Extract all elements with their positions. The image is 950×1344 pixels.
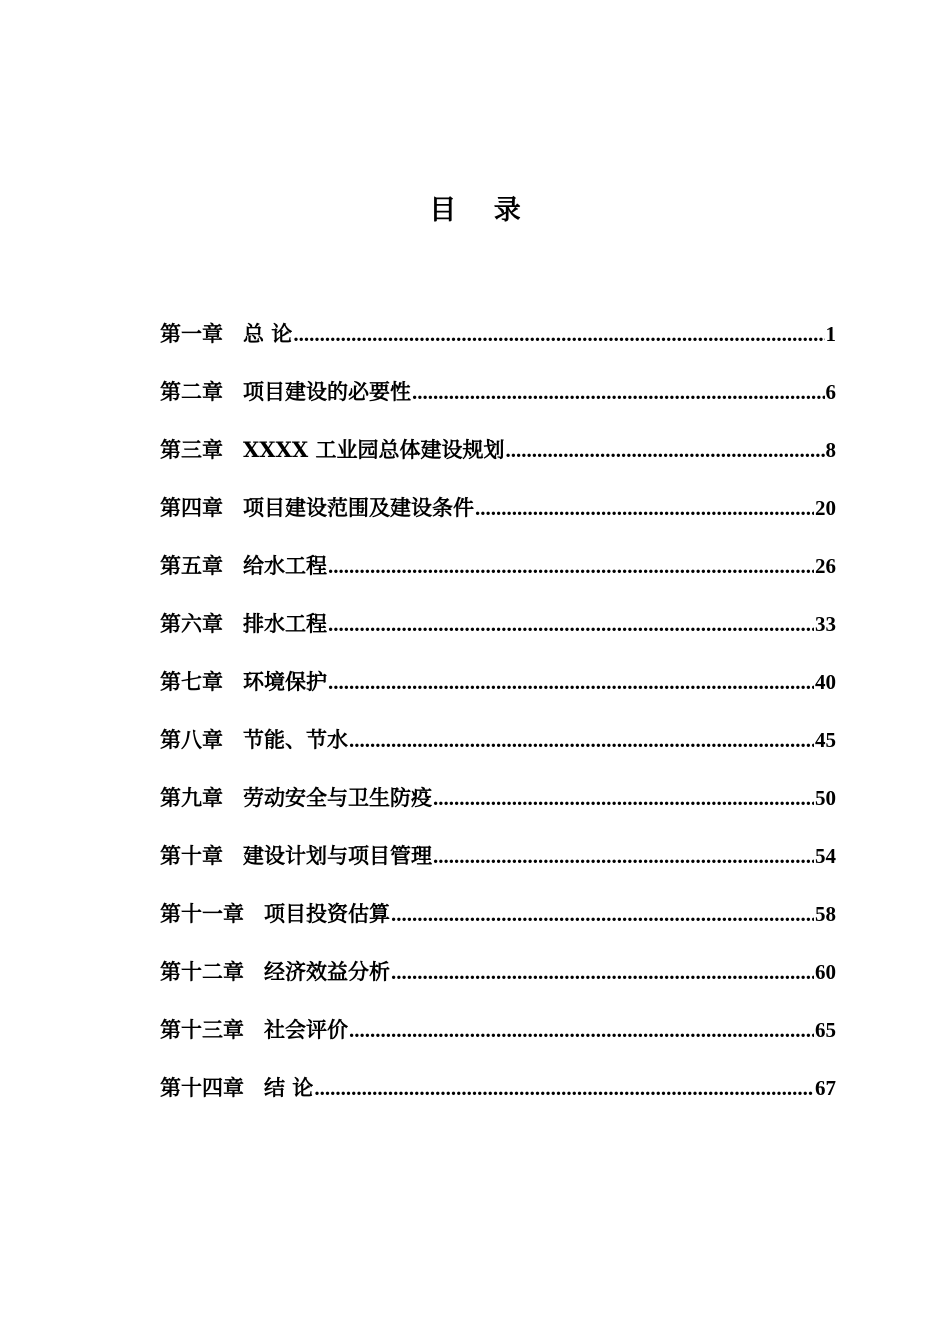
toc-page-number: 26 [815,554,836,578]
toc-dot-leader [433,844,814,869]
toc-entry-12[interactable] [160,956,836,1014]
toc-chapter-label: 第七章 [160,669,223,694]
toc-chapter-title: 建设计划与项目管理 [243,843,432,868]
toc-dot-leader [328,612,814,637]
toc-entry-5[interactable] [160,550,836,608]
toc-page-number: 20 [815,496,836,520]
toc-page-number: 60 [815,960,836,984]
toc-entry-8[interactable] [160,724,836,782]
toc-page-number: 1 [825,322,836,346]
toc-page-number: 45 [815,728,836,752]
toc-chapter-label: 第六章 [160,611,223,636]
toc-page-number: 6 [825,380,836,404]
toc-chapter-label: 第十三章 [160,1017,244,1042]
table-of-contents [160,318,836,1130]
toc-dot-leader [314,1076,814,1101]
toc-chapter-title: 劳动安全与卫生防疫 [243,785,432,810]
toc-chapter-title: 给水工程 [243,553,327,578]
toc-chapter-label: 第十一章 [160,901,244,926]
toc-page-number: 58 [815,902,836,926]
toc-entry-7[interactable] [160,666,836,724]
toc-entry-2[interactable] [160,376,836,434]
toc-chapter-title: 项目建设范围及建设条件 [243,495,474,520]
toc-entry-4[interactable] [160,492,836,550]
toc-chapter-title: 总 论 [243,321,293,346]
toc-dot-leader [433,786,814,811]
toc-page-number: 54 [815,844,836,868]
toc-entry-6[interactable] [160,608,836,666]
toc-chapter-label: 第十四章 [160,1075,244,1100]
toc-chapter-title: 节能、节水 [243,727,348,752]
toc-chapter-title: 社会评价 [264,1017,348,1042]
toc-dot-leader [412,380,825,405]
toc-page-number: 67 [815,1076,836,1100]
toc-dot-leader [328,670,814,695]
toc-chapter-label: 第五章 [160,553,223,578]
toc-chapter-label: 第三章 [160,437,223,462]
toc-dot-leader [505,438,824,463]
toc-entry-14[interactable] [160,1072,836,1130]
toc-dot-leader [349,728,814,753]
toc-entry-11[interactable] [160,898,836,956]
toc-page-number: 33 [815,612,836,636]
toc-entry-1[interactable] [160,318,836,376]
toc-chapter-title: 经济效益分析 [264,959,390,984]
toc-dot-leader [391,902,814,927]
toc-dot-leader [349,1018,814,1043]
toc-dot-leader [475,496,814,521]
toc-dot-leader [391,960,814,985]
toc-chapter-title: 项目投资估算 [264,901,390,926]
toc-chapter-label: 第四章 [160,495,223,520]
toc-page-number: 8 [825,438,836,462]
toc-chapter-label: 第十二章 [160,959,244,984]
toc-chapter-label: 第八章 [160,727,223,752]
toc-page-number: 65 [815,1018,836,1042]
toc-chapter-title: 排水工程 [243,611,327,636]
toc-chapter-label: 第一章 [160,321,223,346]
toc-chapter-label: 第二章 [160,379,223,404]
toc-chapter-title: 环境保护 [243,669,327,694]
toc-page-number: 50 [815,786,836,810]
toc-page-number: 40 [815,670,836,694]
toc-entry-9[interactable] [160,782,836,840]
toc-dot-leader [328,554,814,579]
toc-entry-13[interactable] [160,1014,836,1072]
toc-chapter-title: 结 论 [264,1075,314,1100]
toc-dot-leader [293,322,824,347]
toc-entry-10[interactable] [160,840,836,898]
toc-chapter-label: 第九章 [160,785,223,810]
toc-chapter-title: 项目建设的必要性 [243,379,411,404]
toc-chapter-label: 第十章 [160,843,223,868]
page-title: 目 录 [429,195,535,226]
toc-chapter-title: XXXX 工业园总体建设规划 [243,437,505,462]
toc-entry-3[interactable] [160,434,836,492]
